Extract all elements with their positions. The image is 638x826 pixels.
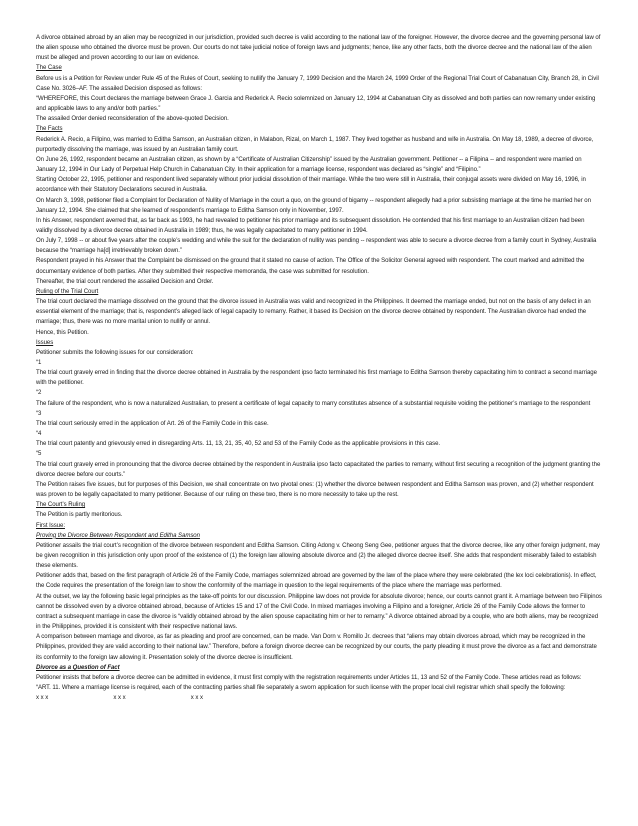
paragraph: A divorce obtained abroad by an alien may be recognized in our jurisdiction, provided such decree is valid according to the national law of the foreigner. However, the divorce decree and the governing personal law of the alien spouse who obtained the divorce must be proven. Our courts do not take judicial notice of foreign laws and judgments; hence, like any other facts, both the divorce decree and the national law of the alien must be alleged and proven according to our law on evidence. — [36, 35, 601, 62]
section-heading: Ruling of the Trial Court — [36, 288, 99, 295]
section-heading: The Court’s Ruling — [36, 502, 86, 509]
section-heading: The Case — [36, 65, 62, 72]
paragraph: On March 3, 1998, petitioner filed a Complaint for Declaration of Nullity of Marriage in the court a quo, on the ground of bigamy -- respondent allegedly had a prior subsisting marriage at the time he married her on January 12, 1994. She claimed that she learned of respondent’s marriage to Editha Samson only in November, 1997. — [36, 197, 591, 214]
paragraph: The Petition is partly meritorious. — [36, 512, 123, 519]
paragraph: Respondent prayed in his Answer that the Complaint be dismissed on the ground that it stated no cause of action. The Office of the Solicitor General agreed with respondent. The court marked and admitted the documentary evidence of both parties. After they submitted their respective memoranda, the case was submitted for resolution. — [36, 258, 585, 275]
paragraph: At the outset, we lay the following basic legal principles as the take-off points for our discussion. Philippine law does not provide for absolute divorce; hence, our courts cannot grant it. A marriage between two Filipinos cannot be dissolved even by a divorce obtained abroad, because of Articles 15 and 17 of the Civil Code. In mixed marriages involving a Filipino and a foreigner, Article 26 of the Family Code allows the former to contract a subsequent marriage in case the divorce is “validly obtained abroad by the alien spouse capacitating him or her to remarry.” A divorce obtained abroad by a couple, who are both aliens, may be recognized in the Philippines, provided it is consistent with their respective national laws. — [36, 593, 602, 631]
paragraph: The Petition raises five issues, but for purposes of this Decision, we shall concentrate on two pivotal ones: (1) whether the divorce between respondent and Editha Samson was proven, and (2) whether respondent was proven to be legally capacitated to marry petitioner. Because of our ruling on these two, there is no more necessity to take up the rest. — [36, 481, 594, 499]
paragraph: In his Answer, respondent averred that, as far back as 1993, he had revealed to petitioner his prior marriage and its subsequent dissolution. He contended that his first marriage to an Australian citizen had been validly dissolved by a divorce decree obtained in Australia in 1989; thus, he was legally capacitated to marry petitioner in 1994. — [36, 217, 585, 234]
paragraph: The trial court gravely erred in pronouncing that the divorce decree obtained by the respondent in Australia ipso facto capacitated the parties to remarry, without first securing a recognition of the judgment granting the divorce decree before our courts.” — [36, 461, 601, 478]
paragraph: Before us is a Petition for Review under Rule 45 of the Rules of Court, seeking to nullify the January 7, 1999 Decision and the March 24, 1999 Order of the Regional Trial Court of Cabanatuan City, Branch 28, in Civil Case No. 3026–AF. The assailed Decision disposed as follows: — [36, 75, 599, 92]
paragraph: “4 — [36, 431, 42, 438]
paragraph: Petitioner insists that before a divorce decree can be admitted in evidence, it must first comply with the registration requirements under Articles 11, 13 and 52 of the Family Code. These articles read as follows: — [36, 674, 582, 681]
paragraph: Petitioner submits the following issues for our consideration: — [36, 349, 194, 356]
paragraph: “WHEREFORE, this Court declares the marriage between Grace J. Garcia and Rederick A. Recio solemnized on January 12, 1994 at Cabanatuan City as dissolved and both parties can now remarry under existing and applicable laws to any and/or both parties.” — [36, 95, 596, 113]
paragraph: “1 — [36, 360, 42, 366]
paragraph: “ART. 11. Where a marriage license is required, each of the contracting parties shall file separately a sworn application for such license with the proper local civil registrar which shall specify the following: — [36, 685, 566, 691]
paragraph: Starting October 22, 1995, petitioner and respondent lived separately without prior judicial dissolution of their marriage. While the two were still in Australia, their conjugal assets were divided on May 16, 1996, in accordance with their Statutory Declarations secured in Australia. — [36, 177, 586, 194]
section-heading: Proving the Divorce Between Respondent and Editha Samson — [36, 532, 200, 539]
paragraph: On June 26, 1992, respondent became an Australian citizen, as shown by a “Certificate of Australian Citizenship” issued by the Australian government. Petitioner -- a Filipina -- and respondent were married on January 12, 1994 in Our Lady of Perpetual Help Church in Cabanatuan City. In their application for a marriage license, respondent was declared as “single” and “Filipino.” — [36, 156, 582, 174]
section-heading: Divorce as a Question of Fact — [36, 664, 120, 671]
paragraph: “5 — [36, 451, 42, 458]
paragraph: The trial court declared the marriage dissolved on the ground that the divorce issued in Australia was valid and recognized in the Philippines. It deemed the marriage ended, but not on the basis of any defect in an essential element of the marriage; that is, respondent’s alleged lack of legal capacity to remarry. Rather, it based its Decision on the divorce decree obtained by respondent. The Australian divorce had ended the marriage; thus, there was no more marital union to nullify or annul. — [36, 299, 591, 326]
paragraph: Thereafter, the trial court rendered the assailed Decision and Order. — [36, 278, 214, 285]
paragraph: “3 — [36, 410, 42, 417]
paragraph: Hence, this Petition. — [36, 329, 89, 336]
paragraph: Petitioner adds that, based on the first paragraph of Article 26 of the Family Code, marriages solemnized abroad are governed by the law of the place where they were celebrated (the lex loci celebrationis). In effect, the Code requires the presentation of the foreign law to show the conformity of the marriage in question to the legal requirements of the place where the marriage was performed. — [36, 573, 597, 590]
paragraph: The trial court patently and grievously erred in disregarding Arts. 11, 13, 21, 35, 40, 52 and 53 of the Family Code as the applicable provisions in this case. — [36, 441, 441, 448]
paragraph: x x x x x x x x x — [36, 695, 203, 702]
paragraph: Petitioner assails the trial court’s recognition of the divorce between respondent and Editha Samson. Citing Adong v. Cheong Seng Gee, petitioner argues that the divorce decree, like any other foreign judgment, may be given recognition in this jurisdiction only upon proof of the existence of (1) the foreign law allowing absolute divorce and (2) the alleged divorce decree itself. She adds that respondent miserably failed to establish these elements. — [36, 542, 600, 570]
paragraph: “2 — [36, 390, 42, 397]
section-heading: The Facts — [36, 126, 63, 133]
paragraph: The trial court seriously erred in the application of Art. 26 of the Family Code in this case. — [36, 420, 269, 427]
paragraph: Rederick A. Recio, a Filipino, was married to Editha Samson, an Australian citizen, in Malabon, Rizal, on March 1, 1987. They lived together as husband and wife in Australia. On May 18, 1989, a decree of divorce, purportedly dissolving the marriage, was issued by an Australian family court. — [36, 136, 594, 153]
paragraph: The failure of the respondent, who is now a naturalized Australian, to present a certificate of legal capacity to marry constitutes absence of a substantial requisite voiding the petitioner’s marriage to the respondent — [36, 400, 591, 407]
section-heading: First Issue: — [36, 522, 65, 529]
paragraph: On July 7, 1998 -- or about five years after the couple’s wedding and while the suit for the declaration of nullity was pending -- respondent was able to secure a divorce decree from a family court in Sydney, Australia because the “marriage ha[d] irretrievably broken down.” — [36, 238, 597, 255]
paragraph: A comparison between marriage and divorce, as far as pleading and proof are concerned, can be made. Van Dorn v. Romillo Jr. decrees that “aliens may obtain divorces abroad, which may be recognized in the Philippines, provided they are valid according to their national law.” Therefore, before a foreign divorce decree can be recognized by our courts, the party pleading it must prove the divorce as a fact and demonstrate its conformity to the foreign law allowing it. Presentation solely of the divorce decree is insufficient. — [36, 634, 597, 661]
section-heading: Issues — [36, 339, 54, 346]
paragraph: The assailed Order denied reconsideration of the above-quoted Decision. — [36, 116, 229, 123]
paragraph: The trial court gravely erred in finding that the divorce decree obtained in Australia by the respondent ipso facto terminated his first marriage to Editha Samson thereby capacitating him to contract a second marriage with the petitioner. — [36, 370, 597, 387]
